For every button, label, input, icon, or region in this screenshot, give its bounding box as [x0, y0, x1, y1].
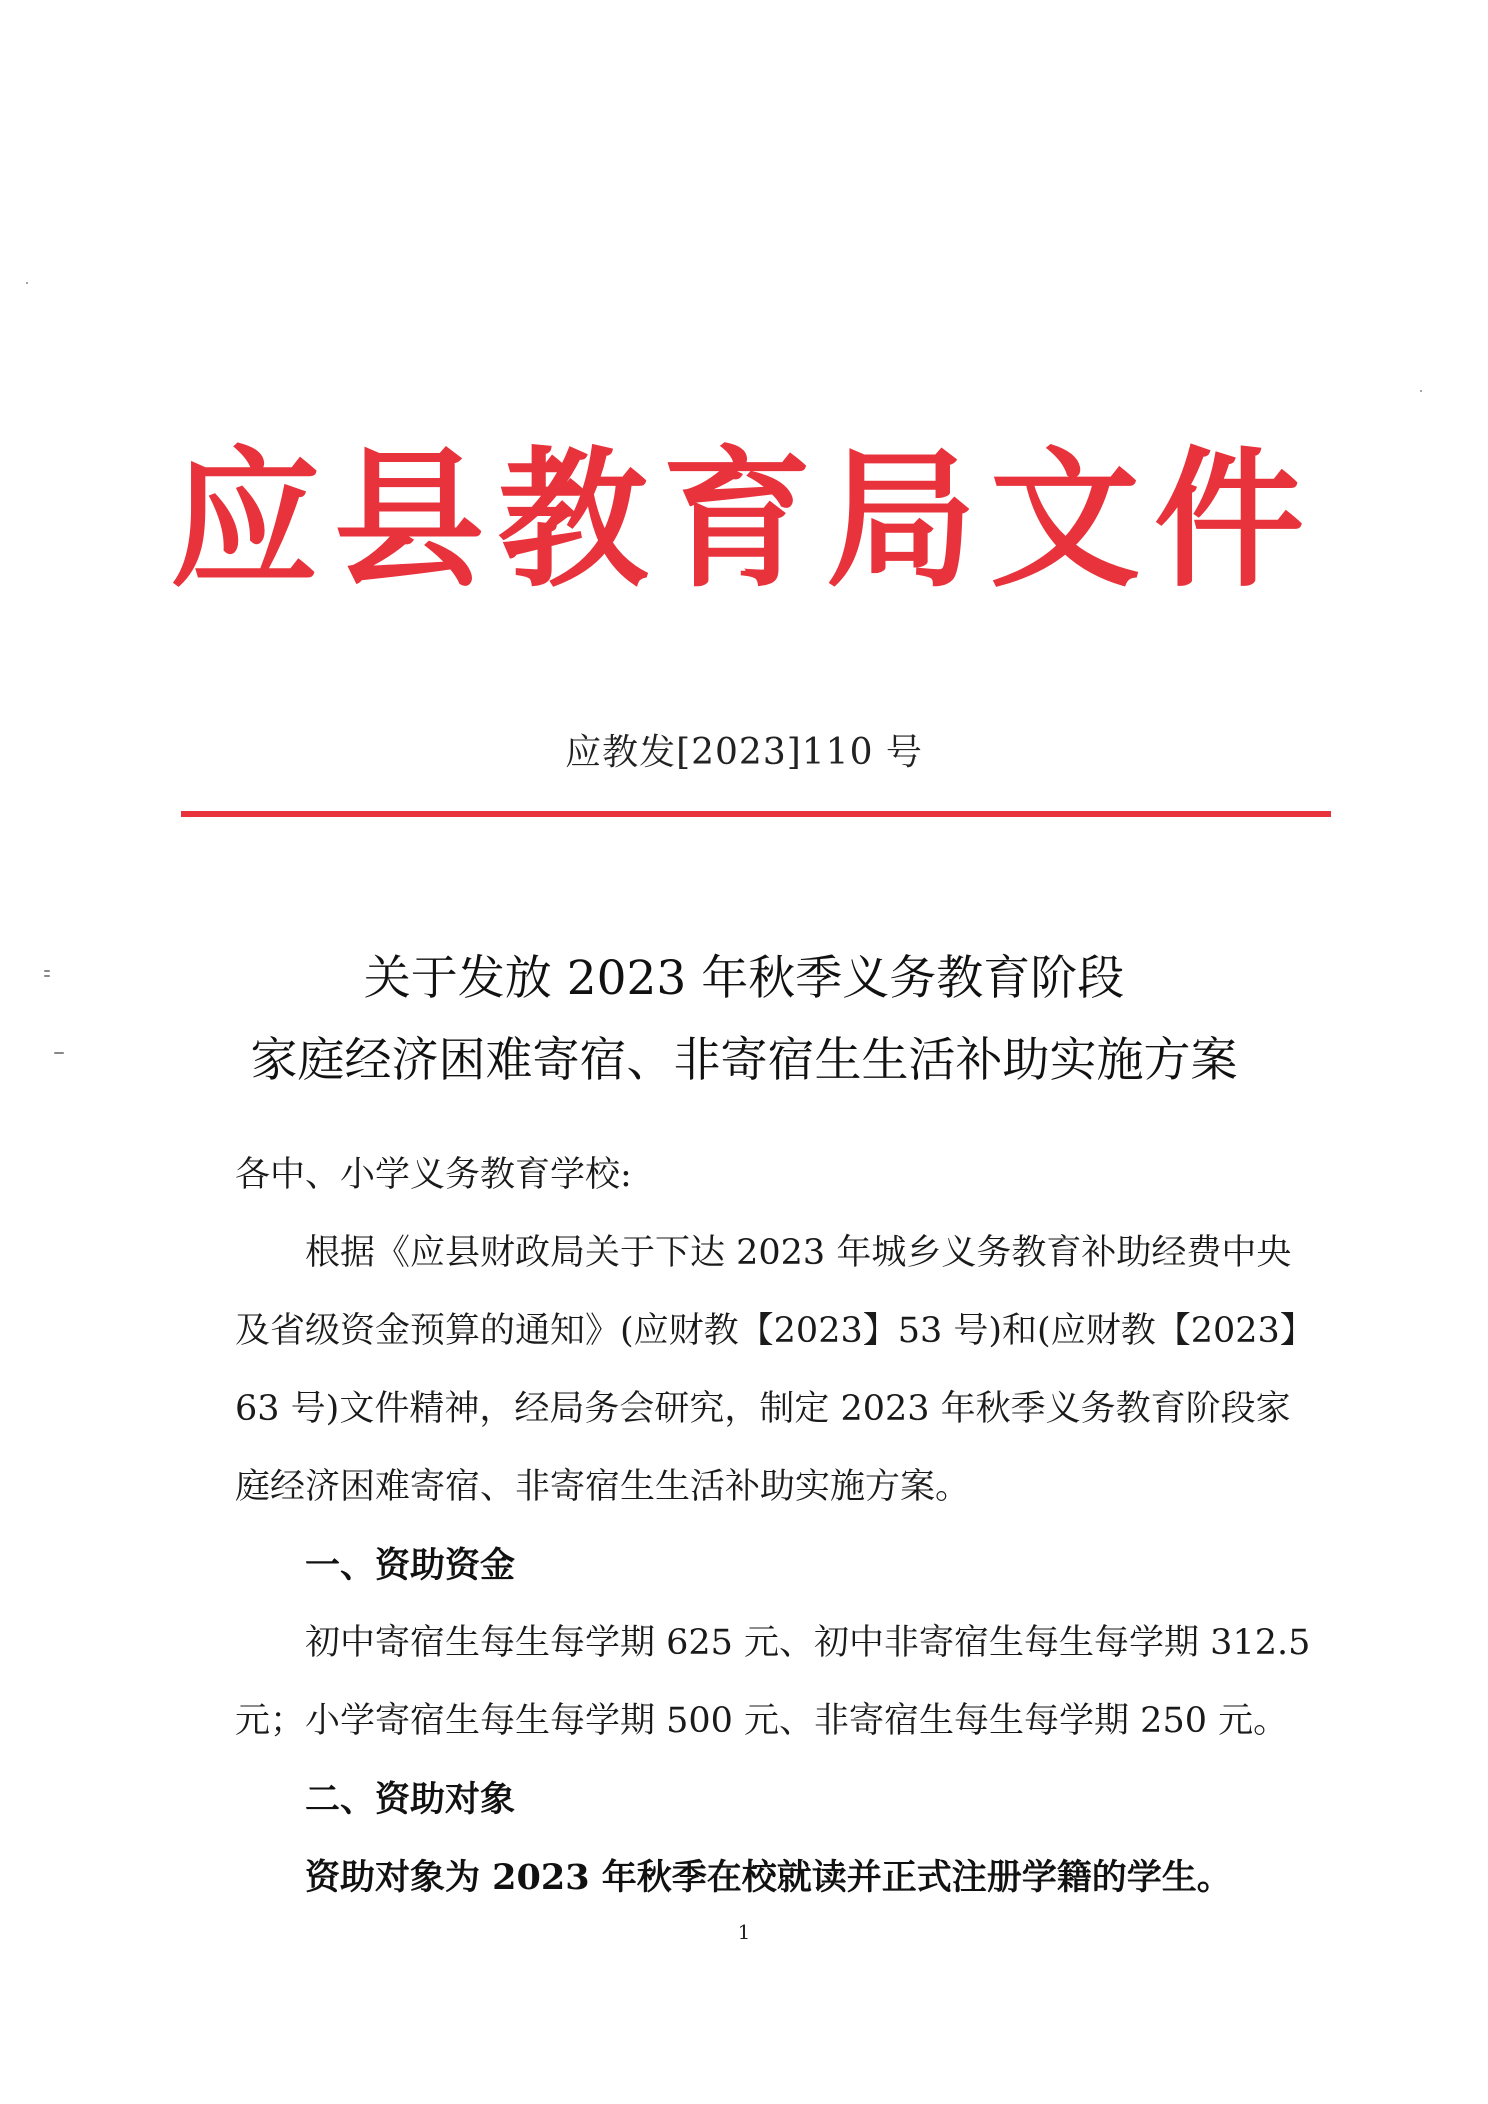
section-1-line-1: 初中寄宿生每生每学期 625 元、初中非寄宿生每生每学期 312.5	[305, 1623, 1311, 1663]
intro-line-4: 庭经济困难寄宿、非寄宿生生活补助实施方案。	[235, 1467, 971, 1507]
scan-speck	[26, 282, 28, 284]
document-title-line-2: 家庭经济困难寄宿、非寄宿生生活补助实施方案	[250, 1033, 1238, 1088]
section-1-heading: 一、资助资金	[305, 1545, 516, 1586]
red-divider-rule	[181, 811, 1331, 817]
page-number: 1	[737, 1920, 751, 1944]
intro-line-3: 63 号)文件精神，经局务会研究，制定 2023 年秋季义务教育阶段家	[235, 1389, 1291, 1429]
scan-speck	[44, 970, 50, 972]
scan-speck	[1420, 390, 1422, 392]
document-number: 应教发[2023]110 号	[565, 732, 923, 773]
document-title-line-1: 关于发放 2023 年秋季义务教育阶段	[363, 951, 1125, 1006]
scan-speck	[44, 975, 50, 977]
intro-line-2: 及省级资金预算的通知》(应财教【2023】53 号)和(应财教【2023】	[235, 1311, 1315, 1351]
intro-line-1: 根据《应县财政局关于下达 2023 年城乡义务教育补助经费中央	[305, 1233, 1292, 1273]
scan-speck	[54, 1052, 64, 1054]
salutation: 各中、小学义务教育学校:	[235, 1155, 632, 1195]
section-2-heading: 二、资助对象	[305, 1779, 516, 1820]
section-2-line: 资助对象为 2023 年秋季在校就读并正式注册学籍的学生。	[305, 1857, 1232, 1898]
section-1-line-2: 元；小学寄宿生每生每学期 500 元、非寄宿生每生每学期 250 元。	[235, 1701, 1289, 1741]
masthead-title: 应县教育局文件	[169, 432, 1318, 608]
